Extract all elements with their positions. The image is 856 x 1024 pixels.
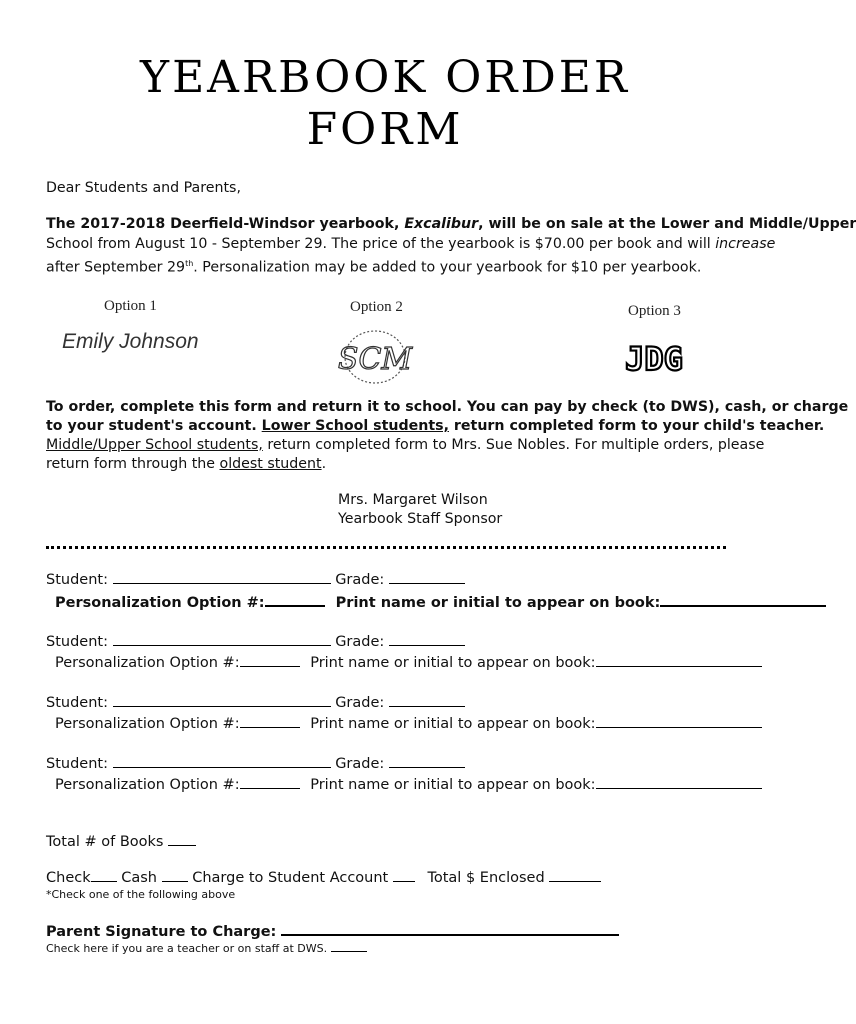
option-row-2 xyxy=(55,652,762,671)
print-label: Print name or initial to appear on book: xyxy=(310,655,596,671)
charge-field[interactable] xyxy=(393,867,415,882)
print-name-field[interactable] xyxy=(596,713,762,728)
monogram-sample-icon xyxy=(337,325,413,387)
print-label: Print name or initial to appear on book: xyxy=(310,777,596,793)
student-label: Student: xyxy=(46,572,108,588)
order-line-4 xyxy=(46,454,326,474)
print-name-field[interactable] xyxy=(660,591,826,607)
grade-label: Grade: xyxy=(335,695,385,711)
oldest-student-text: oldest student xyxy=(219,456,322,472)
grade-label: Grade: xyxy=(335,756,385,772)
student-label: Student: xyxy=(46,634,108,650)
student-row-3 xyxy=(46,692,465,711)
monogram-text: SCM xyxy=(337,342,413,377)
grade-label: Grade: xyxy=(335,572,385,588)
grade-field[interactable] xyxy=(389,569,465,584)
student-label: Student: xyxy=(46,695,108,711)
order-text: return completed form to your child's teacher. xyxy=(448,418,825,434)
block-initials-sample-icon xyxy=(614,340,694,376)
student-label: Student: xyxy=(46,756,108,772)
block-initials-text: JDG xyxy=(625,340,683,378)
increase-word: increase xyxy=(715,236,776,252)
option-3-label: Option 3 xyxy=(628,303,681,319)
print-name-field[interactable] xyxy=(596,652,762,667)
intro-text: after September 29 xyxy=(46,259,186,276)
intro-line-3 xyxy=(46,254,701,278)
grade-label: Grade: xyxy=(335,634,385,650)
option-row-4 xyxy=(55,774,762,793)
sponsor-name: Mrs. Margaret Wilson xyxy=(338,492,488,508)
grade-field[interactable] xyxy=(389,753,465,768)
option-1-sample: Emily Johnson xyxy=(62,330,199,353)
staff-row xyxy=(46,940,367,955)
total-books-field[interactable] xyxy=(168,831,196,846)
payment-row xyxy=(46,867,601,886)
student-row-2 xyxy=(46,631,465,650)
form-title-line1: YEARBOOK ORDER xyxy=(140,52,630,103)
lower-school-text: Lower School students, xyxy=(261,418,449,434)
signature-label: Parent Signature to Charge: xyxy=(46,924,277,940)
option-label: Personalization Option #: xyxy=(55,655,240,671)
order-line-1: To order, complete this form and return it to school. You can pay by check (to DWS), cash, or charge xyxy=(46,399,849,415)
student-name-field[interactable] xyxy=(113,631,331,646)
option-label: Personalization Option #: xyxy=(55,716,240,732)
student-name-field[interactable] xyxy=(113,753,331,768)
intro-text: , will be on sale at the Lower and Middle/Upper xyxy=(478,216,856,232)
print-name-field[interactable] xyxy=(596,774,762,789)
option-number-field[interactable] xyxy=(240,713,300,728)
staff-field[interactable] xyxy=(331,940,367,952)
order-line-2 xyxy=(46,416,824,436)
intro-text: School from August 10 - September 29. The price of the yearbook is $70.00 per book and will xyxy=(46,236,716,252)
grade-field[interactable] xyxy=(389,631,465,646)
middle-upper-text: Middle/Upper School students, xyxy=(46,437,263,453)
intro-text: . Personalization may be added to your yearbook for $10 per yearbook. xyxy=(193,259,702,276)
student-name-field[interactable] xyxy=(113,569,331,584)
form-title-line2: FORM xyxy=(306,104,464,155)
total-books-row xyxy=(46,831,196,850)
option-number-field[interactable] xyxy=(265,591,325,607)
option-label: Personalization Option #: xyxy=(55,595,265,611)
option-row-1 xyxy=(55,591,826,611)
intro-line-1 xyxy=(46,214,856,234)
signature-row xyxy=(46,920,619,940)
cash-field[interactable] xyxy=(162,867,188,882)
grade-field[interactable] xyxy=(389,692,465,707)
total-enclosed-field[interactable] xyxy=(549,867,601,882)
student-row-1 xyxy=(46,569,465,588)
option-2-label: Option 2 xyxy=(350,299,403,315)
cut-line-divider xyxy=(46,546,726,549)
signature-field[interactable] xyxy=(281,920,619,936)
option-number-field[interactable] xyxy=(240,652,300,667)
staff-label: Check here if you are a teacher or on staff at DWS. xyxy=(46,942,328,955)
charge-label: Charge to Student Account xyxy=(192,870,389,886)
total-books-label: Total # of Books xyxy=(46,834,164,850)
ordinal-suffix: th xyxy=(185,259,194,268)
total-enclosed-label: Total $ Enclosed xyxy=(427,870,545,886)
option-number-field[interactable] xyxy=(240,774,300,789)
intro-text: The 2017-2018 Deerfield-Windsor yearbook, xyxy=(46,216,405,232)
student-row-4 xyxy=(46,753,465,772)
yearbook-name: Excalibur xyxy=(404,216,479,232)
intro-line-2 xyxy=(46,234,775,254)
order-text: to your student's account. xyxy=(46,418,262,434)
print-label: Print name or initial to appear on book: xyxy=(335,595,661,611)
check-field[interactable] xyxy=(91,867,117,882)
sponsor-role: Yearbook Staff Sponsor xyxy=(338,511,503,527)
order-text: return form through the xyxy=(46,456,220,472)
order-text: . xyxy=(321,456,327,472)
payment-note: *Check one of the following above xyxy=(46,888,236,901)
check-label: Check xyxy=(46,870,91,886)
print-label: Print name or initial to appear on book: xyxy=(310,716,596,732)
option-1-label: Option 1 xyxy=(104,298,157,314)
option-label: Personalization Option #: xyxy=(55,777,240,793)
student-name-field[interactable] xyxy=(113,692,331,707)
cash-label: Cash xyxy=(121,870,157,886)
order-text: return completed form to Mrs. Sue Nobles. For multiple orders, please xyxy=(262,437,765,453)
option-row-3 xyxy=(55,713,762,732)
order-line-3 xyxy=(46,435,764,455)
greeting: Dear Students and Parents, xyxy=(46,180,241,196)
